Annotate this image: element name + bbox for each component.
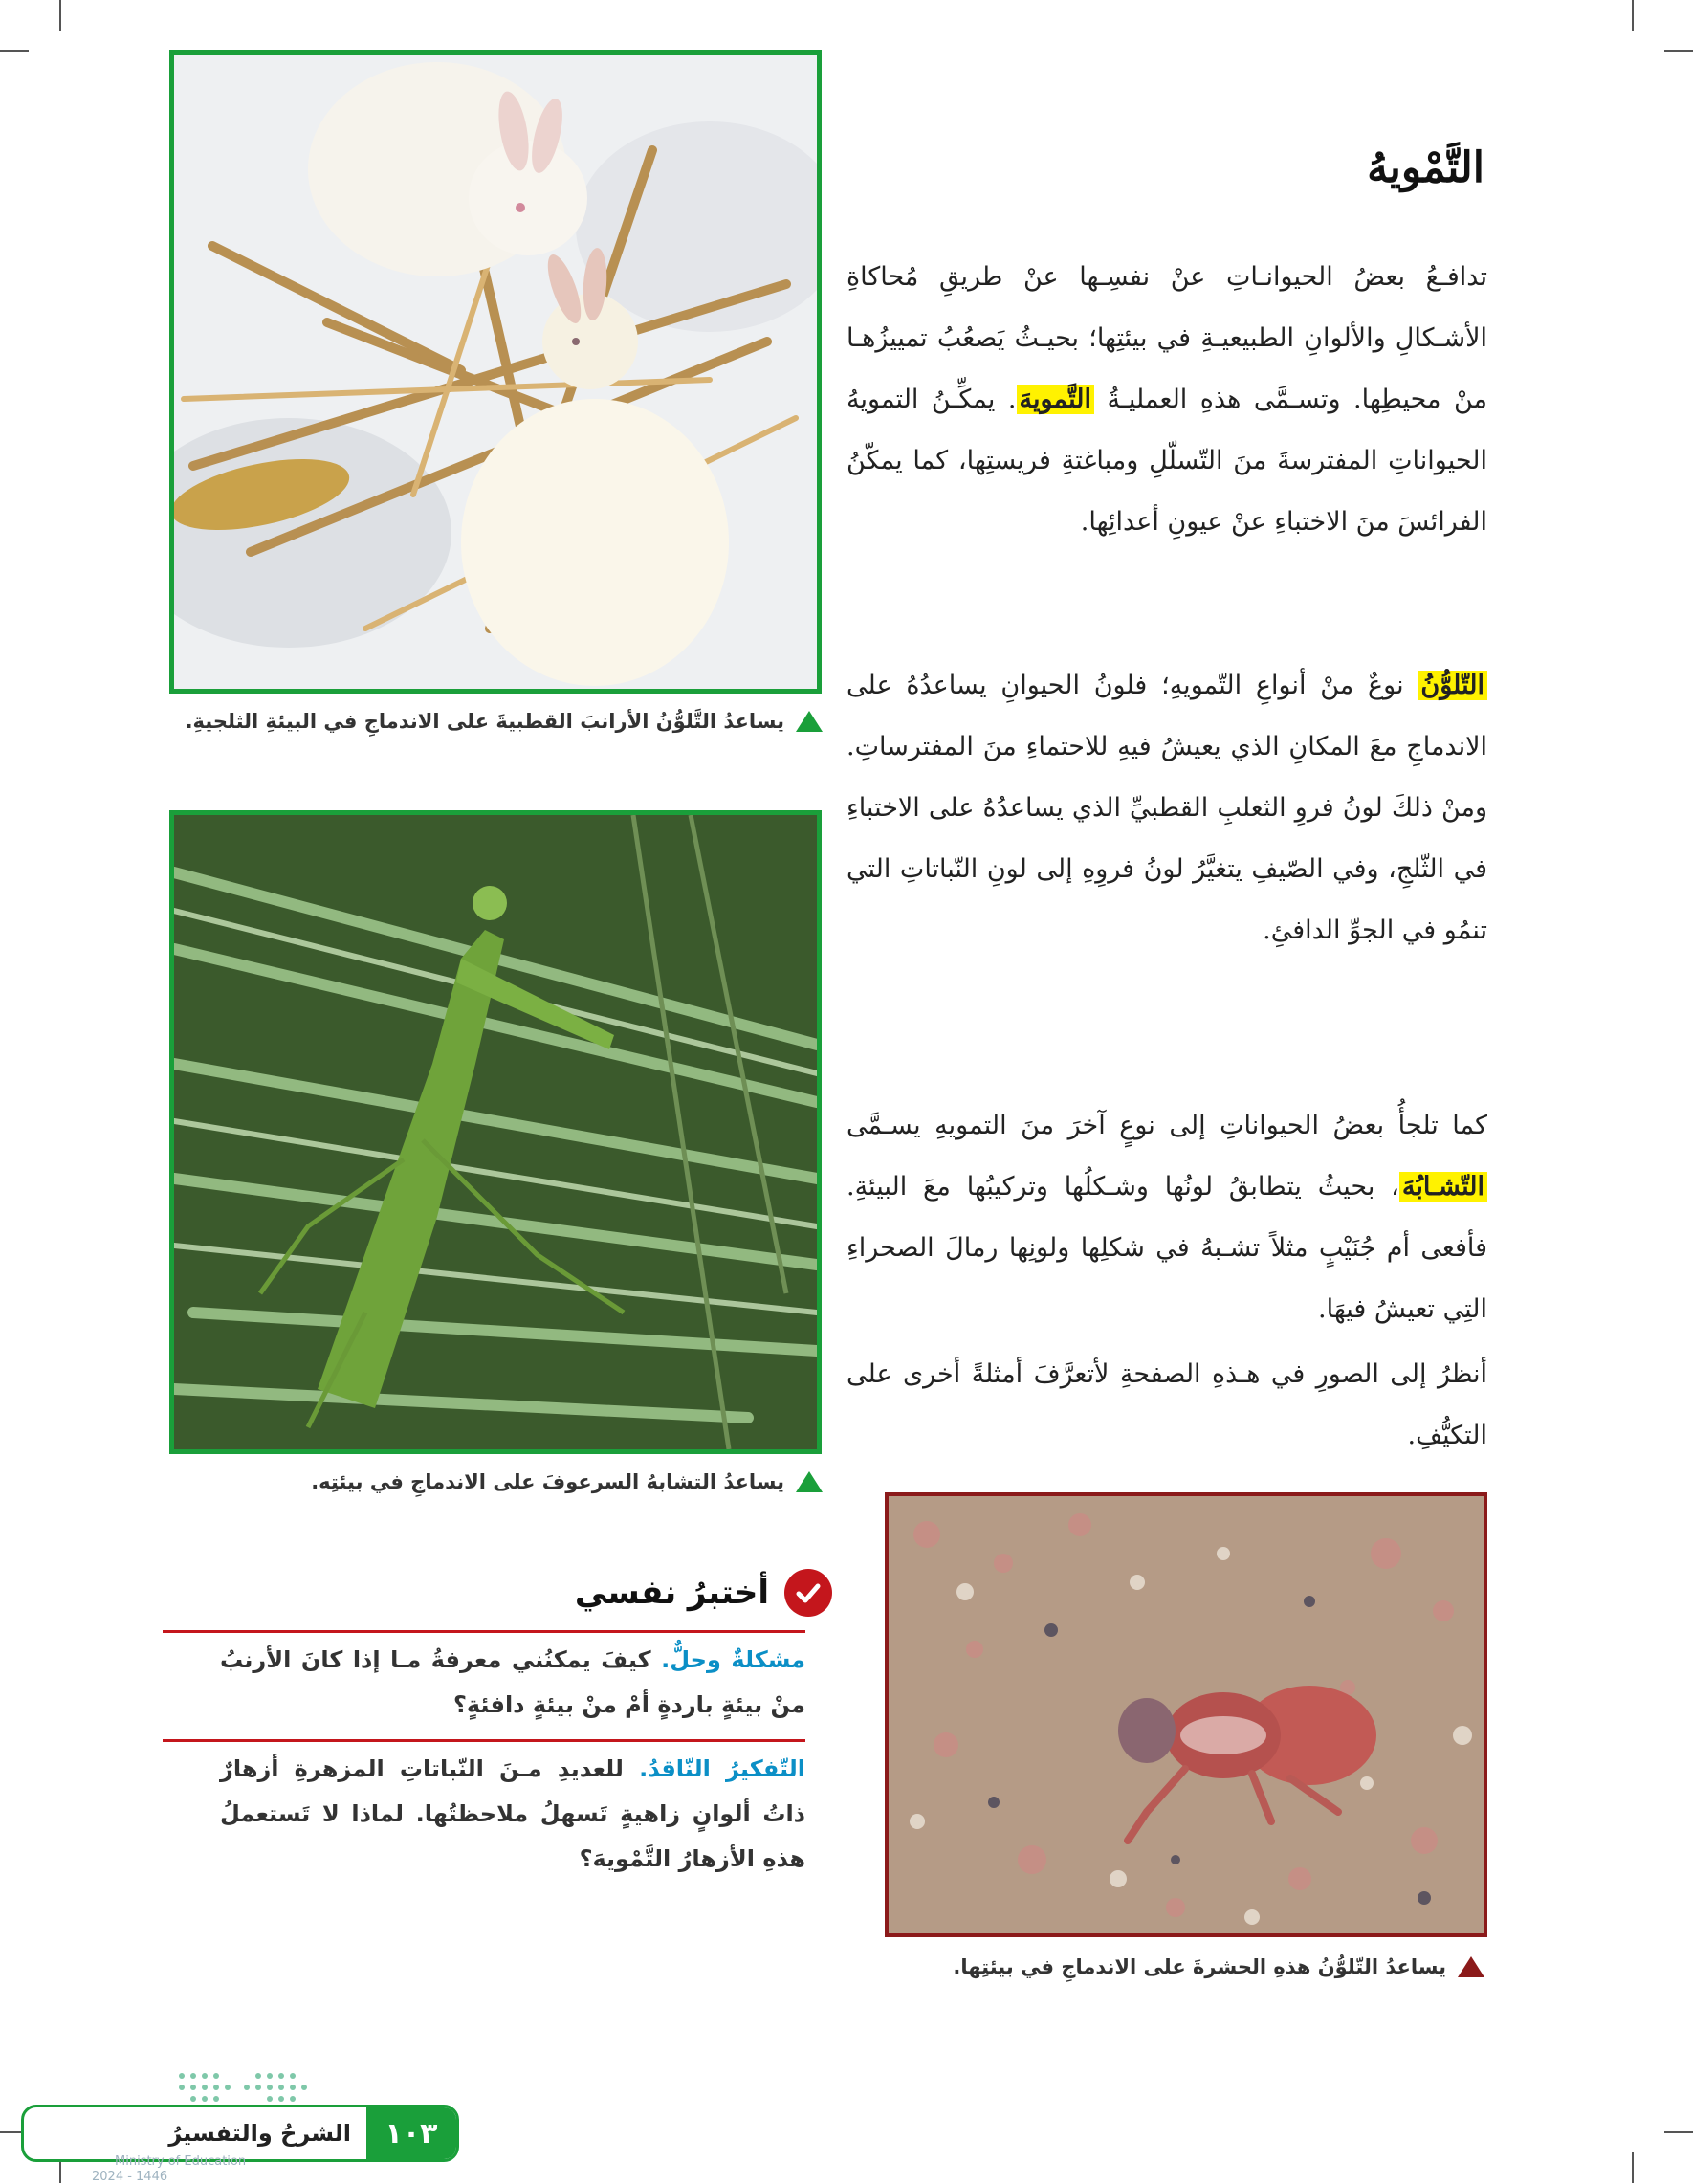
caption-marker-icon bbox=[796, 1471, 823, 1492]
caption-text: يساعدُ التشابهُ السرعوفَ على الاندماجِ في بيئتِه. bbox=[311, 1470, 784, 1493]
caption-marker-icon bbox=[796, 711, 823, 732]
question-critical-thinking: التّفكيرُ النّاقدُ. للعديدِ مـنَ النّباتاتِ المزهرةِ أزهارٌ ذاتُ ألوانٍ زاهيةٍ تَسهلُ ملاحظتُها. لماذا لا تَستعملُ هذهِ الأزهارُ التَّمْويهَ؟ bbox=[220, 1755, 805, 1872]
crop-mark bbox=[1632, 0, 1634, 31]
self-test-title: أختبرُ نفسي bbox=[575, 1569, 832, 1617]
footer-bar bbox=[21, 2105, 459, 2162]
crop-mark bbox=[1664, 2131, 1693, 2133]
crop-mark bbox=[59, 0, 61, 31]
caption-text: يساعدُ التّلوُّنُ هذهِ الحشرةَ على الاندماجِ في بيئتِها. bbox=[953, 1955, 1446, 1978]
paragraph-mimicry: كما تلجأُ بعضُ الحيواناتِ إلى نوعٍ آخرَ منَ التمويهِ يسـمَّى التّشـابُهَ، بحيثُ يتطابقُ لونُها وشـكلُها وتركيبُها معَ البيئةِ. فأفعى أم جُنَيْبٍ مثلاً تشـبهُ في شكلِها ولونِها رمالَ الصحراءِ التِي تعيشُ فيهَا. bbox=[846, 1111, 1487, 1324]
paragraph-look-at-pictures: أنظرُ إلى الصورِ في هـذهِ الصفحةِ لأتعرَّفَ أمثلةً أخرى على التكيُّفِ. bbox=[846, 1359, 1487, 1450]
watermark-text: Ministry of Education bbox=[115, 2154, 247, 2169]
divider-line bbox=[163, 1739, 805, 1742]
insect-photo bbox=[885, 1492, 1487, 1937]
key-term-camouflage: التَّمويهَ bbox=[1017, 385, 1094, 414]
divider-line bbox=[163, 1630, 805, 1633]
question-problem-solution: مشكلةٌ وحلٌّ. كيفَ يمكنُني معرفةُ مـا إذا كانَ الأرنبُ منْ بيئةٍ باردةٍ أمْ منْ بيئةٍ دافئةٍ؟ bbox=[220, 1646, 806, 1718]
ministry-logo-icon bbox=[172, 2068, 325, 2107]
crop-mark bbox=[0, 50, 29, 52]
mantis-photo bbox=[169, 810, 822, 1454]
section-heading: التَّمْويهُ bbox=[1367, 143, 1484, 192]
crop-mark bbox=[1632, 2152, 1634, 2183]
check-icon bbox=[784, 1569, 832, 1617]
paragraph-coloration: التّلوُّنُ نوعٌ منْ أنواعِ التّمويهِ؛ فلونُ الحيوانِ يساعدُهُ على الاندماجِ معَ المكانِ الذي يعيشُ فيهِ للاحتماءِ منَ المفترساتِ. ومنْ ذلكَ لونُ فروِ الثعلبِ القطبيِّ الذي يساعدُهُ على الاختباءِ في الثّلجِ، وفي الصّيفِ يتغيَّرُ لونُ فروِهِ إلى لونِ النّباتاتِ التي تنمُو في الجوِّ الدافئِ. bbox=[846, 671, 1487, 945]
watermark-year: 2024 - 1446 bbox=[92, 2170, 168, 2184]
footer-title: الشرحُ والتفسيرُ bbox=[168, 2120, 351, 2147]
paragraph-camouflage: تدافـعُ بعضُ الحيوانـاتِ عنْ نفسِـها عنْ طريقِ مُحاكاةِ الأشـكالِ والألوانِ الطبيعيـةِ في بيئتِها؛ بحيـثُ يَصعُبُ تمييزُهـا منْ محيطِها. وتسـمَّى هذهِ العمليـةُ التَّمويهَ. يمكِّـنُ التمويهُ الحيواناتِ المفترسةَ منَ التّسلّلِ ومباغتةِ فريستِها، كما يمكّنُ الفرائسَ منَ الاختباءِ عنْ عيونِ أعدائِها. bbox=[846, 262, 1487, 537]
caption-marker-icon bbox=[1458, 1956, 1484, 1977]
key-term-mimicry: التّشـابُهَ bbox=[1399, 1172, 1487, 1202]
page-number: ١٠٣ bbox=[366, 2107, 456, 2159]
rabbits-caption bbox=[186, 710, 823, 733]
rabbits-photo bbox=[169, 50, 822, 694]
key-term-coloration: التّلوُّنُ bbox=[1418, 671, 1487, 700]
mantis-caption bbox=[311, 1470, 823, 1493]
crop-mark bbox=[1664, 50, 1693, 52]
caption-text: يساعدُ التَّلوُّنُ الأرانبَ القطبيةَ على الاندماجِ في البيئةِ الثلجيةِ. bbox=[185, 710, 784, 733]
insect-caption bbox=[953, 1955, 1484, 1978]
